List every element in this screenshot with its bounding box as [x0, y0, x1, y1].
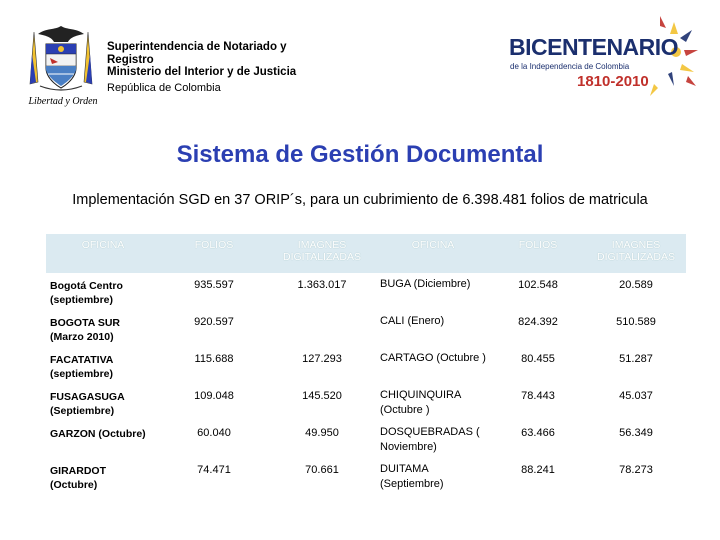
table-row — [46, 273, 686, 310]
col-header-folios: FOLIOS — [160, 234, 268, 273]
cell-folios-2: 80.455 — [521, 353, 555, 365]
crest-motto: Libertad y Orden — [28, 96, 98, 107]
bicentenario-years: 1810-2010 — [577, 73, 649, 90]
table-row — [46, 384, 686, 421]
table-row — [46, 310, 686, 347]
cell-oficina: Bogotá Centro (septiembre) — [50, 280, 123, 306]
org-subtitle: República de Colombia — [107, 81, 221, 94]
org-line-2: Registro — [107, 53, 154, 66]
cell-folios: 115.688 — [194, 353, 234, 365]
cell-imagenes-2: 56.349 — [619, 427, 653, 439]
cell-folios-2: 78.443 — [521, 390, 555, 402]
bicentenario-logo — [494, 14, 700, 104]
table-row — [46, 458, 686, 495]
organization-block — [107, 41, 337, 95]
col-header-folios-2: FOLIOS — [490, 234, 586, 273]
cell-folios-2: 824.392 — [518, 316, 558, 328]
cell-imagenes-2: 51.287 — [619, 353, 653, 365]
cell-oficina-2: DUITAMA (Septiembre) — [380, 463, 444, 490]
cell-imagenes: 1.363.017 — [297, 279, 347, 291]
cell-imagenes — [268, 310, 376, 347]
org-line-3: Ministerio del Interior y de Justicia — [107, 66, 297, 78]
cell-imagenes-2: 78.273 — [619, 464, 653, 476]
cell-imagenes: 70.661 — [305, 464, 339, 476]
col-header-oficina: OFICINA — [46, 234, 160, 273]
cell-oficina-2: DOSQUEBRADAS ( Noviembre) — [380, 426, 480, 453]
cell-imagenes-2: 510.589 — [616, 316, 656, 328]
cell-oficina-2: CARTAGO (Octubre ) — [380, 352, 486, 364]
col-header-imagenes-2: IMAGNES DIGITALIZADAS — [586, 234, 686, 273]
table-row — [46, 421, 686, 458]
col-header-imagenes: IMAGNES DIGITALIZADAS — [268, 234, 376, 273]
col-header-oficina-2: OFICINA — [376, 234, 490, 273]
org-line-1: Superintendencia de Notariado y — [107, 41, 287, 53]
cell-imagenes: 49.950 — [305, 427, 339, 439]
cell-oficina: GARZON (Octubre) — [50, 428, 146, 440]
cell-imagenes-2: 20.589 — [619, 279, 653, 291]
cell-oficina-2: BUGA (Diciembre) — [380, 278, 471, 290]
bicentenario-word: BICENTENARIO — [509, 34, 679, 60]
offices-table — [46, 234, 686, 495]
cell-folios: 74.471 — [197, 464, 231, 476]
cell-oficina: FACATATIVA (septiembre) — [50, 354, 114, 380]
cell-oficina-2: CHIQUINQUIRA (Octubre ) — [380, 389, 461, 416]
cell-oficina: FUSAGASUGA (Septiembre) — [50, 391, 125, 417]
cell-oficina: BOGOTA SUR (Marzo 2010) — [50, 317, 120, 343]
cell-imagenes-2: 45.037 — [619, 390, 653, 402]
cell-folios-2: 88.241 — [521, 464, 555, 476]
cell-folios: 920.597 — [194, 316, 234, 328]
cell-oficina: GIRARDOT (Octubre) — [50, 465, 106, 491]
cell-folios-2: 63.466 — [521, 427, 555, 439]
cell-oficina-2: CALI (Enero) — [380, 315, 445, 327]
cell-folios: 60.040 — [197, 427, 231, 439]
cell-imagenes: 145.520 — [302, 390, 342, 402]
bicentenario-sub: de la Independencia de Colombia — [510, 62, 630, 71]
page-subtitle: Implementación SGD en 37 ORIP´s, para un cubrimiento de 6.398.481 folios de matricula — [72, 192, 648, 208]
cell-folios: 109.048 — [194, 390, 234, 402]
colombia-coat-of-arms-icon — [28, 24, 94, 94]
page-title: Sistema de Gestión Documental — [176, 141, 544, 168]
cell-folios: 935.597 — [194, 279, 234, 291]
cell-imagenes: 127.293 — [302, 353, 342, 365]
table-row — [46, 347, 686, 384]
table-header-row — [46, 234, 686, 273]
cell-folios-2: 102.548 — [518, 279, 558, 291]
coat-of-arms-logo — [28, 24, 98, 116]
